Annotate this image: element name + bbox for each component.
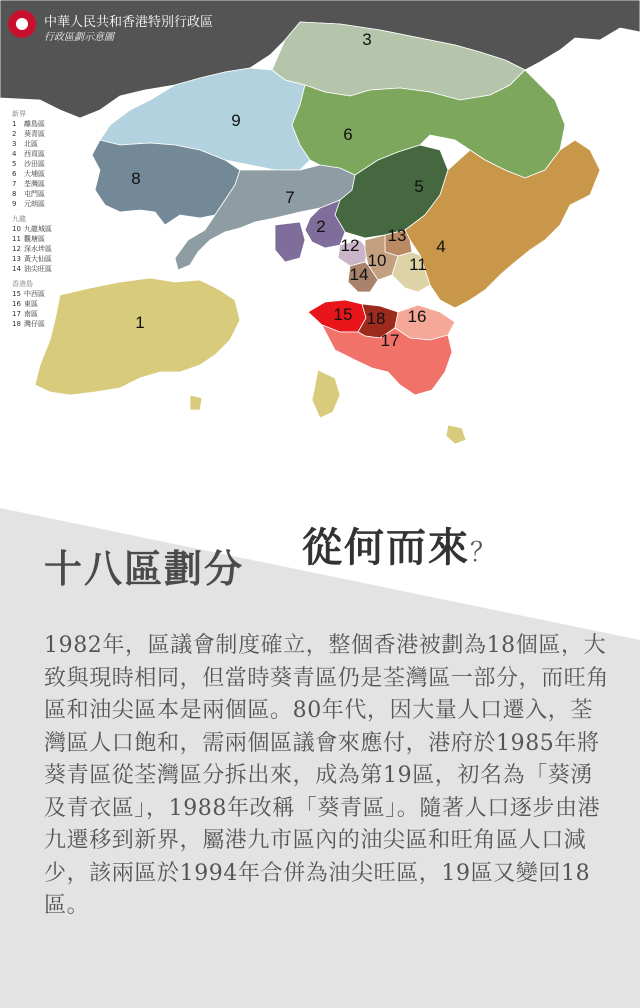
legend-item: [12, 189, 52, 199]
legend-item: [12, 169, 52, 179]
hong-kong-district-map: [0, 0, 640, 470]
district-1-lamma: [312, 370, 340, 418]
district-number-3: 3: [362, 30, 372, 49]
district-number-12: 12: [340, 236, 360, 255]
legend-item-label: 北區: [24, 140, 38, 148]
legend-item: [12, 319, 52, 329]
legend-item-label: 沙田區: [24, 160, 45, 168]
legend-item-label: 離島區: [24, 120, 45, 128]
legend-item: [12, 199, 52, 209]
legend-item: [12, 119, 52, 129]
district-number-14: 14: [349, 265, 369, 284]
legend-item-number: 9: [12, 200, 17, 208]
legend-item: [12, 149, 52, 159]
hksar-emblem-icon: [8, 10, 36, 38]
district-1-po-toi: [446, 425, 466, 444]
map-subtitle: 行政區劃示意圖: [44, 32, 114, 43]
legend-item-number: 15: [12, 290, 21, 298]
legend-item: [12, 289, 52, 299]
legend-item-number: 16: [12, 300, 21, 308]
legend-item: [12, 244, 52, 254]
legend-item: [12, 159, 52, 169]
legend-item-label: 屯門區: [24, 190, 45, 198]
legend-item-label: 灣仔區: [24, 320, 45, 328]
legend-item-number: 3: [12, 140, 17, 148]
legend-item: [12, 264, 52, 274]
legend-group-title: 新界: [12, 110, 26, 118]
district-number-2: 2: [316, 217, 326, 236]
district-1-cheung-chau: [190, 395, 202, 410]
legend-group-title: 九龍: [12, 215, 26, 223]
legend-item: [12, 139, 52, 149]
district-number-7: 7: [285, 188, 295, 207]
legend-group-title: 香港島: [12, 280, 33, 288]
legend-item-number: 2: [12, 130, 17, 138]
legend-item-label: 九龍城區: [24, 225, 52, 233]
legend-item: [12, 179, 52, 189]
legend-item-number: 13: [12, 255, 21, 263]
legend-item: [12, 234, 52, 244]
district-number-11: 11: [409, 255, 427, 274]
legend-item: [12, 129, 52, 139]
legend-item: [12, 254, 52, 264]
legend-item-label: 元朗區: [24, 200, 45, 208]
map-title: 中華人民共和香港特別行政區: [44, 15, 214, 30]
legend-item-number: 4: [12, 150, 17, 158]
legend-item: [12, 309, 52, 319]
legend-item-label: 中西區: [24, 290, 45, 298]
district-legend: [12, 104, 52, 329]
body-paragraph: 1982年，區議會制度確立，整個香港被劃為18個區，大致與現時相同，但當時葵青區仍是荃灣區一部分，而旺角區和油尖區本是兩個區。80年代，因大量人口遷入，荃灣區人口飽和，需兩個區議會來應付，港府於1985年將葵青區從荃灣區分拆出來，成為第19區，初名為「葵湧及青衣區」，1988年改稱「葵青區」。隨著人口逐步由港九遷移到新界，屬港九市區內的油尖區和旺角區人口減少，該兩區於1994年合併為油尖旺區，19區又變回18區。: [44, 633, 610, 918]
district-number-16: 16: [407, 307, 427, 326]
district-number-8: 8: [131, 169, 141, 188]
district-number-6: 6: [343, 125, 353, 144]
legend-item-label: 東區: [24, 300, 38, 308]
legend-item-label: 深水埗區: [24, 245, 52, 253]
district-number-9: 9: [231, 111, 241, 130]
legend-item-number: 12: [12, 245, 21, 253]
legend-item-number: 6: [12, 170, 17, 178]
legend-item-label: 油尖旺區: [24, 265, 52, 273]
legend-item-number: 14: [12, 265, 21, 273]
legend-item-label: 黃大仙區: [24, 255, 52, 263]
district-number-17: 17: [380, 331, 400, 350]
district-number-15: 15: [333, 305, 353, 324]
legend-item-number: 7: [12, 180, 17, 188]
legend-item-label: 西貢區: [24, 150, 45, 158]
district-number-1: 1: [135, 313, 145, 332]
heading-question-mark: ？: [470, 538, 499, 568]
heading-part1: 十八區劃分: [44, 547, 245, 591]
district-number-13: 13: [387, 226, 407, 245]
legend-item-number: 5: [12, 160, 17, 168]
legend-item-number: 8: [12, 190, 17, 198]
legend-item-label: 葵青區: [24, 130, 45, 138]
legend-item-number: 10: [12, 225, 21, 233]
legend-item-label: 觀塘區: [24, 235, 45, 243]
legend-item-number: 17: [12, 310, 21, 318]
legend-item-number: 1: [12, 120, 17, 128]
heading-part2-text: 從何而來: [302, 525, 470, 571]
legend-item-number: 18: [12, 320, 21, 328]
heading-part2: [302, 516, 498, 573]
legend-item: [12, 299, 52, 309]
district-number-10: 10: [367, 251, 387, 270]
legend-item-number: 11: [12, 235, 21, 243]
legend-item-label: 荃灣區: [24, 180, 45, 188]
district-1: [35, 278, 240, 395]
district-number-5: 5: [414, 177, 424, 196]
legend-item-label: 大埔區: [24, 170, 45, 178]
legend-item-label: 南區: [24, 310, 38, 318]
district-number-18: 18: [366, 309, 386, 328]
legend-item: [12, 224, 52, 234]
district-number-4: 4: [436, 237, 446, 256]
district-2-tsing-yi: [275, 222, 305, 262]
